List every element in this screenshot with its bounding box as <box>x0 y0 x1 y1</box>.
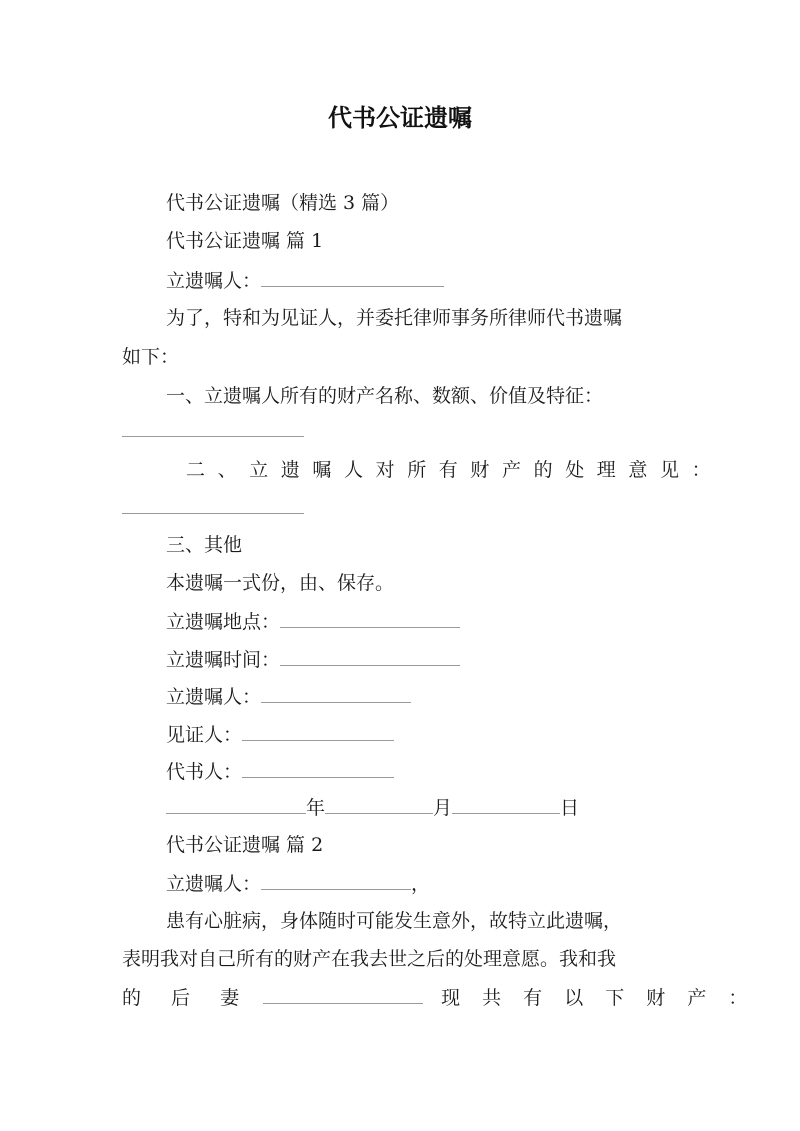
part2-comma: ， <box>411 873 431 895</box>
year-char: 年 <box>306 797 326 819</box>
part2-testator-blank <box>261 871 411 890</box>
day-char: 日 <box>560 797 580 819</box>
part2-para-line-2: 表明我对自己所有的财产在我去世之后的处理意愿。我和我 <box>122 948 617 970</box>
place-label: 立遗嘱地点： <box>166 611 281 633</box>
time-label: 立遗嘱时间： <box>166 649 281 671</box>
witness-row <box>166 722 394 747</box>
intro-line-1: 为了，特和为见证人，并委托律师事务所律师代书遗嘱 <box>166 307 623 329</box>
part2-heading: 代书公证遗嘱 篇 2 <box>166 834 324 856</box>
para-line-3-b: 现 共 有 以 下 财 产 ： <box>441 987 756 1009</box>
date-row <box>166 795 579 820</box>
scribe-blank <box>242 759 394 778</box>
testator-row-2 <box>166 684 411 709</box>
time-row <box>166 647 460 672</box>
wife-blank <box>263 985 423 1004</box>
scribe-row <box>166 759 394 784</box>
part1-testator-row <box>166 268 444 293</box>
part2-testator-label: 立遗嘱人： <box>166 873 262 895</box>
testator-label-2: 立遗嘱人： <box>166 686 262 708</box>
scribe-label: 代书人： <box>166 761 243 783</box>
time-blank <box>280 647 460 666</box>
testator-label: 立遗嘱人： <box>166 270 262 292</box>
place-blank <box>280 609 460 628</box>
document-title: 代书公证遗嘱 <box>328 104 472 132</box>
copies-line: 本遗嘱一式份，由、保存。 <box>166 572 395 594</box>
month-char: 月 <box>433 797 453 819</box>
place-row <box>166 609 460 634</box>
part2-testator-row <box>166 871 430 896</box>
document-subtitle: 代书公证遗嘱（精选 3 篇） <box>166 192 400 214</box>
item-2-blank <box>122 513 304 514</box>
item-2: 二、立遗嘱人对所有财产的处理意见： <box>186 459 724 481</box>
part2-para-line-3 <box>122 985 755 1010</box>
witness-blank <box>242 722 394 741</box>
testator-blank-2 <box>261 684 411 703</box>
witness-label: 见证人： <box>166 724 243 746</box>
day-blank <box>452 795 560 814</box>
item-1: 一、立遗嘱人所有的财产名称、数额、价值及特征： <box>166 385 604 407</box>
part1-heading: 代书公证遗嘱 篇 1 <box>166 230 324 252</box>
item-3: 三、其他 <box>166 534 243 556</box>
intro-line-2: 如下： <box>122 346 180 368</box>
month-blank <box>325 795 433 814</box>
part2-para-line-1: 患有心脏病，身体随时可能发生意外，故特立此遗嘱， <box>166 910 623 932</box>
para-line-3-a: 的 后 妻 <box>122 987 252 1009</box>
year-blank <box>166 795 306 814</box>
testator-blank <box>261 268 444 287</box>
item-1-blank <box>122 436 304 437</box>
